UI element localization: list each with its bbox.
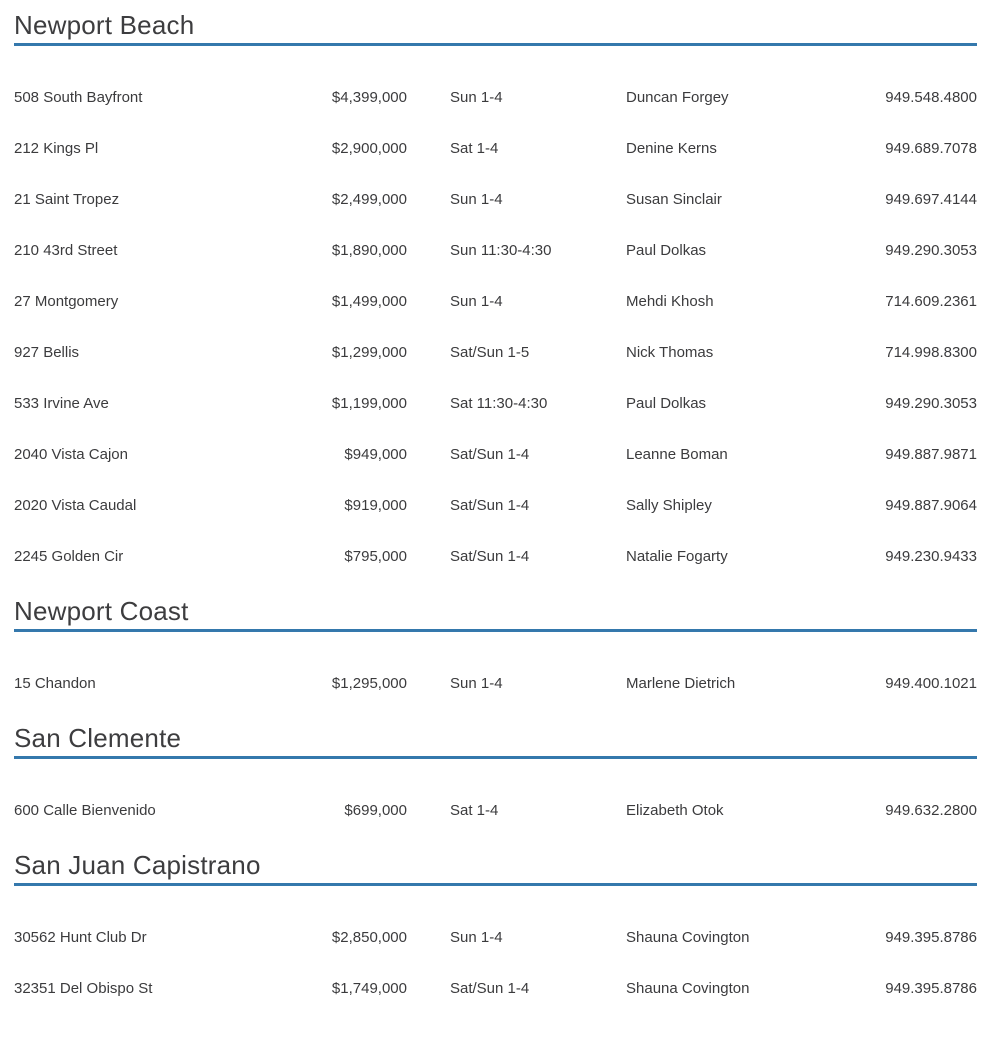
section-rows: [14, 632, 977, 709]
listing-open-time: Sat 1-4: [450, 801, 499, 819]
city-section: [14, 725, 977, 836]
listing-address: 2020 Vista Caudal: [14, 496, 137, 514]
listing-open-time: Sun 1-4: [450, 674, 503, 692]
listing-row: [14, 225, 977, 276]
section-heading-rule: [14, 725, 977, 759]
listing-price: $1,295,000: [331, 674, 407, 692]
listing-address: 30562 Hunt Club Dr: [14, 928, 147, 946]
city-section: [14, 852, 977, 1014]
listing-agent: Denine Kerns: [626, 139, 717, 157]
listing-agent: Leanne Boman: [626, 445, 728, 463]
listing-row: [14, 480, 977, 531]
listing-price: $919,000: [344, 496, 407, 514]
listing-agent: Paul Dolkas: [626, 241, 707, 259]
listing-price: $949,000: [344, 445, 407, 463]
listing-phone: 949.400.1021: [885, 674, 977, 692]
listing-row: [14, 963, 977, 1014]
listing-phone: 949.395.8786: [885, 979, 977, 997]
listing-agent: Paul Dolkas: [626, 394, 707, 412]
section-heading-rule: [14, 12, 977, 46]
listing-open-time: Sun 1-4: [450, 88, 503, 106]
listing-agent: Elizabeth Otok: [626, 801, 724, 819]
listing-phone: 949.632.2800: [885, 801, 977, 819]
listing-open-time: Sat/Sun 1-5: [450, 343, 530, 361]
listing-address: 27 Montgomery: [14, 292, 119, 310]
listing-phone: 949.290.3053: [885, 241, 977, 259]
listing-phone: 949.697.4144: [885, 190, 977, 208]
listing-row: [14, 123, 977, 174]
listing-phone: 949.548.4800: [885, 88, 977, 106]
section-title: San Juan Capistrano: [14, 850, 261, 880]
section-heading-rule: [14, 852, 977, 886]
listing-row: [14, 658, 977, 709]
listing-address: 2040 Vista Cajon: [14, 445, 128, 463]
listing-row: [14, 327, 977, 378]
listing-row: [14, 531, 977, 582]
listing-agent: Natalie Fogarty: [626, 547, 728, 565]
listing-phone: 949.689.7078: [885, 139, 977, 157]
listing-price: $2,499,000: [331, 190, 407, 208]
listing-row: [14, 276, 977, 327]
listing-phone: 949.887.9871: [885, 445, 977, 463]
listing-agent: Sally Shipley: [626, 496, 712, 514]
listing-price: $699,000: [344, 801, 407, 819]
listing-phone: 949.230.9433: [885, 547, 977, 565]
listing-price: $4,399,000: [331, 88, 407, 106]
listing-address: 210 43rd Street: [14, 241, 118, 259]
listing-agent: Duncan Forgey: [626, 88, 729, 106]
listing-address: 212 Kings Pl: [14, 139, 99, 157]
section-title: San Clemente: [14, 723, 182, 753]
listing-address: 927 Bellis: [14, 343, 80, 361]
listing-address: 2245 Golden Cir: [14, 547, 124, 565]
listing-price: $795,000: [344, 547, 407, 565]
listing-phone: 949.290.3053: [885, 394, 977, 412]
listing-open-time: Sat 11:30-4:30: [450, 394, 548, 412]
listing-address: 533 Irvine Ave: [14, 394, 109, 412]
listing-row: [14, 378, 977, 429]
listing-row: [14, 785, 977, 836]
city-section: [14, 598, 977, 709]
section-heading-rule: [14, 598, 977, 632]
listing-open-time: Sat 1-4: [450, 139, 499, 157]
listing-address: 15 Chandon: [14, 674, 96, 692]
listing-row: [14, 912, 977, 963]
listing-price: $1,890,000: [331, 241, 407, 259]
listing-agent: Shauna Covington: [626, 928, 750, 946]
listing-address: 600 Calle Bienvenido: [14, 801, 156, 819]
listing-phone: 949.395.8786: [885, 928, 977, 946]
listing-agent: Marlene Dietrich: [626, 674, 736, 692]
listing-open-time: Sat/Sun 1-4: [450, 547, 530, 565]
listing-open-time: Sun 1-4: [450, 292, 503, 310]
section-title: Newport Coast: [14, 596, 189, 626]
listing-agent: Shauna Covington: [626, 979, 750, 997]
listing-phone: 714.998.8300: [885, 343, 977, 361]
listing-price: $1,499,000: [331, 292, 407, 310]
listing-open-time: Sun 11:30-4:30: [450, 241, 552, 259]
listing-phone: 714.609.2361: [885, 292, 977, 310]
listing-price: $1,199,000: [331, 394, 407, 412]
listing-open-time: Sat/Sun 1-4: [450, 979, 530, 997]
listing-price: $2,900,000: [331, 139, 407, 157]
listing-price: $2,850,000: [331, 928, 407, 946]
listing-address: 21 Saint Tropez: [14, 190, 120, 208]
listing-address: 32351 Del Obispo St: [14, 979, 153, 997]
open-house-document: [0, 12, 991, 1039]
listing-open-time: Sat/Sun 1-4: [450, 445, 530, 463]
listing-row: [14, 72, 977, 123]
listing-open-time: Sat/Sun 1-4: [450, 496, 530, 514]
listing-open-time: Sun 1-4: [450, 928, 503, 946]
listing-phone: 949.887.9064: [885, 496, 977, 514]
city-section: [14, 12, 977, 582]
section-rows: [14, 46, 977, 582]
listing-agent: Mehdi Khosh: [626, 292, 714, 310]
listing-row: [14, 174, 977, 225]
listing-agent: Nick Thomas: [626, 343, 714, 361]
section-title: Newport Beach: [14, 10, 195, 40]
section-rows: [14, 886, 977, 1014]
listing-price: $1,749,000: [331, 979, 407, 997]
listing-agent: Susan Sinclair: [626, 190, 722, 208]
listing-row: [14, 429, 977, 480]
listing-open-time: Sun 1-4: [450, 190, 503, 208]
section-rows: [14, 759, 977, 836]
listing-price: $1,299,000: [331, 343, 407, 361]
listing-address: 508 South Bayfront: [14, 88, 143, 106]
